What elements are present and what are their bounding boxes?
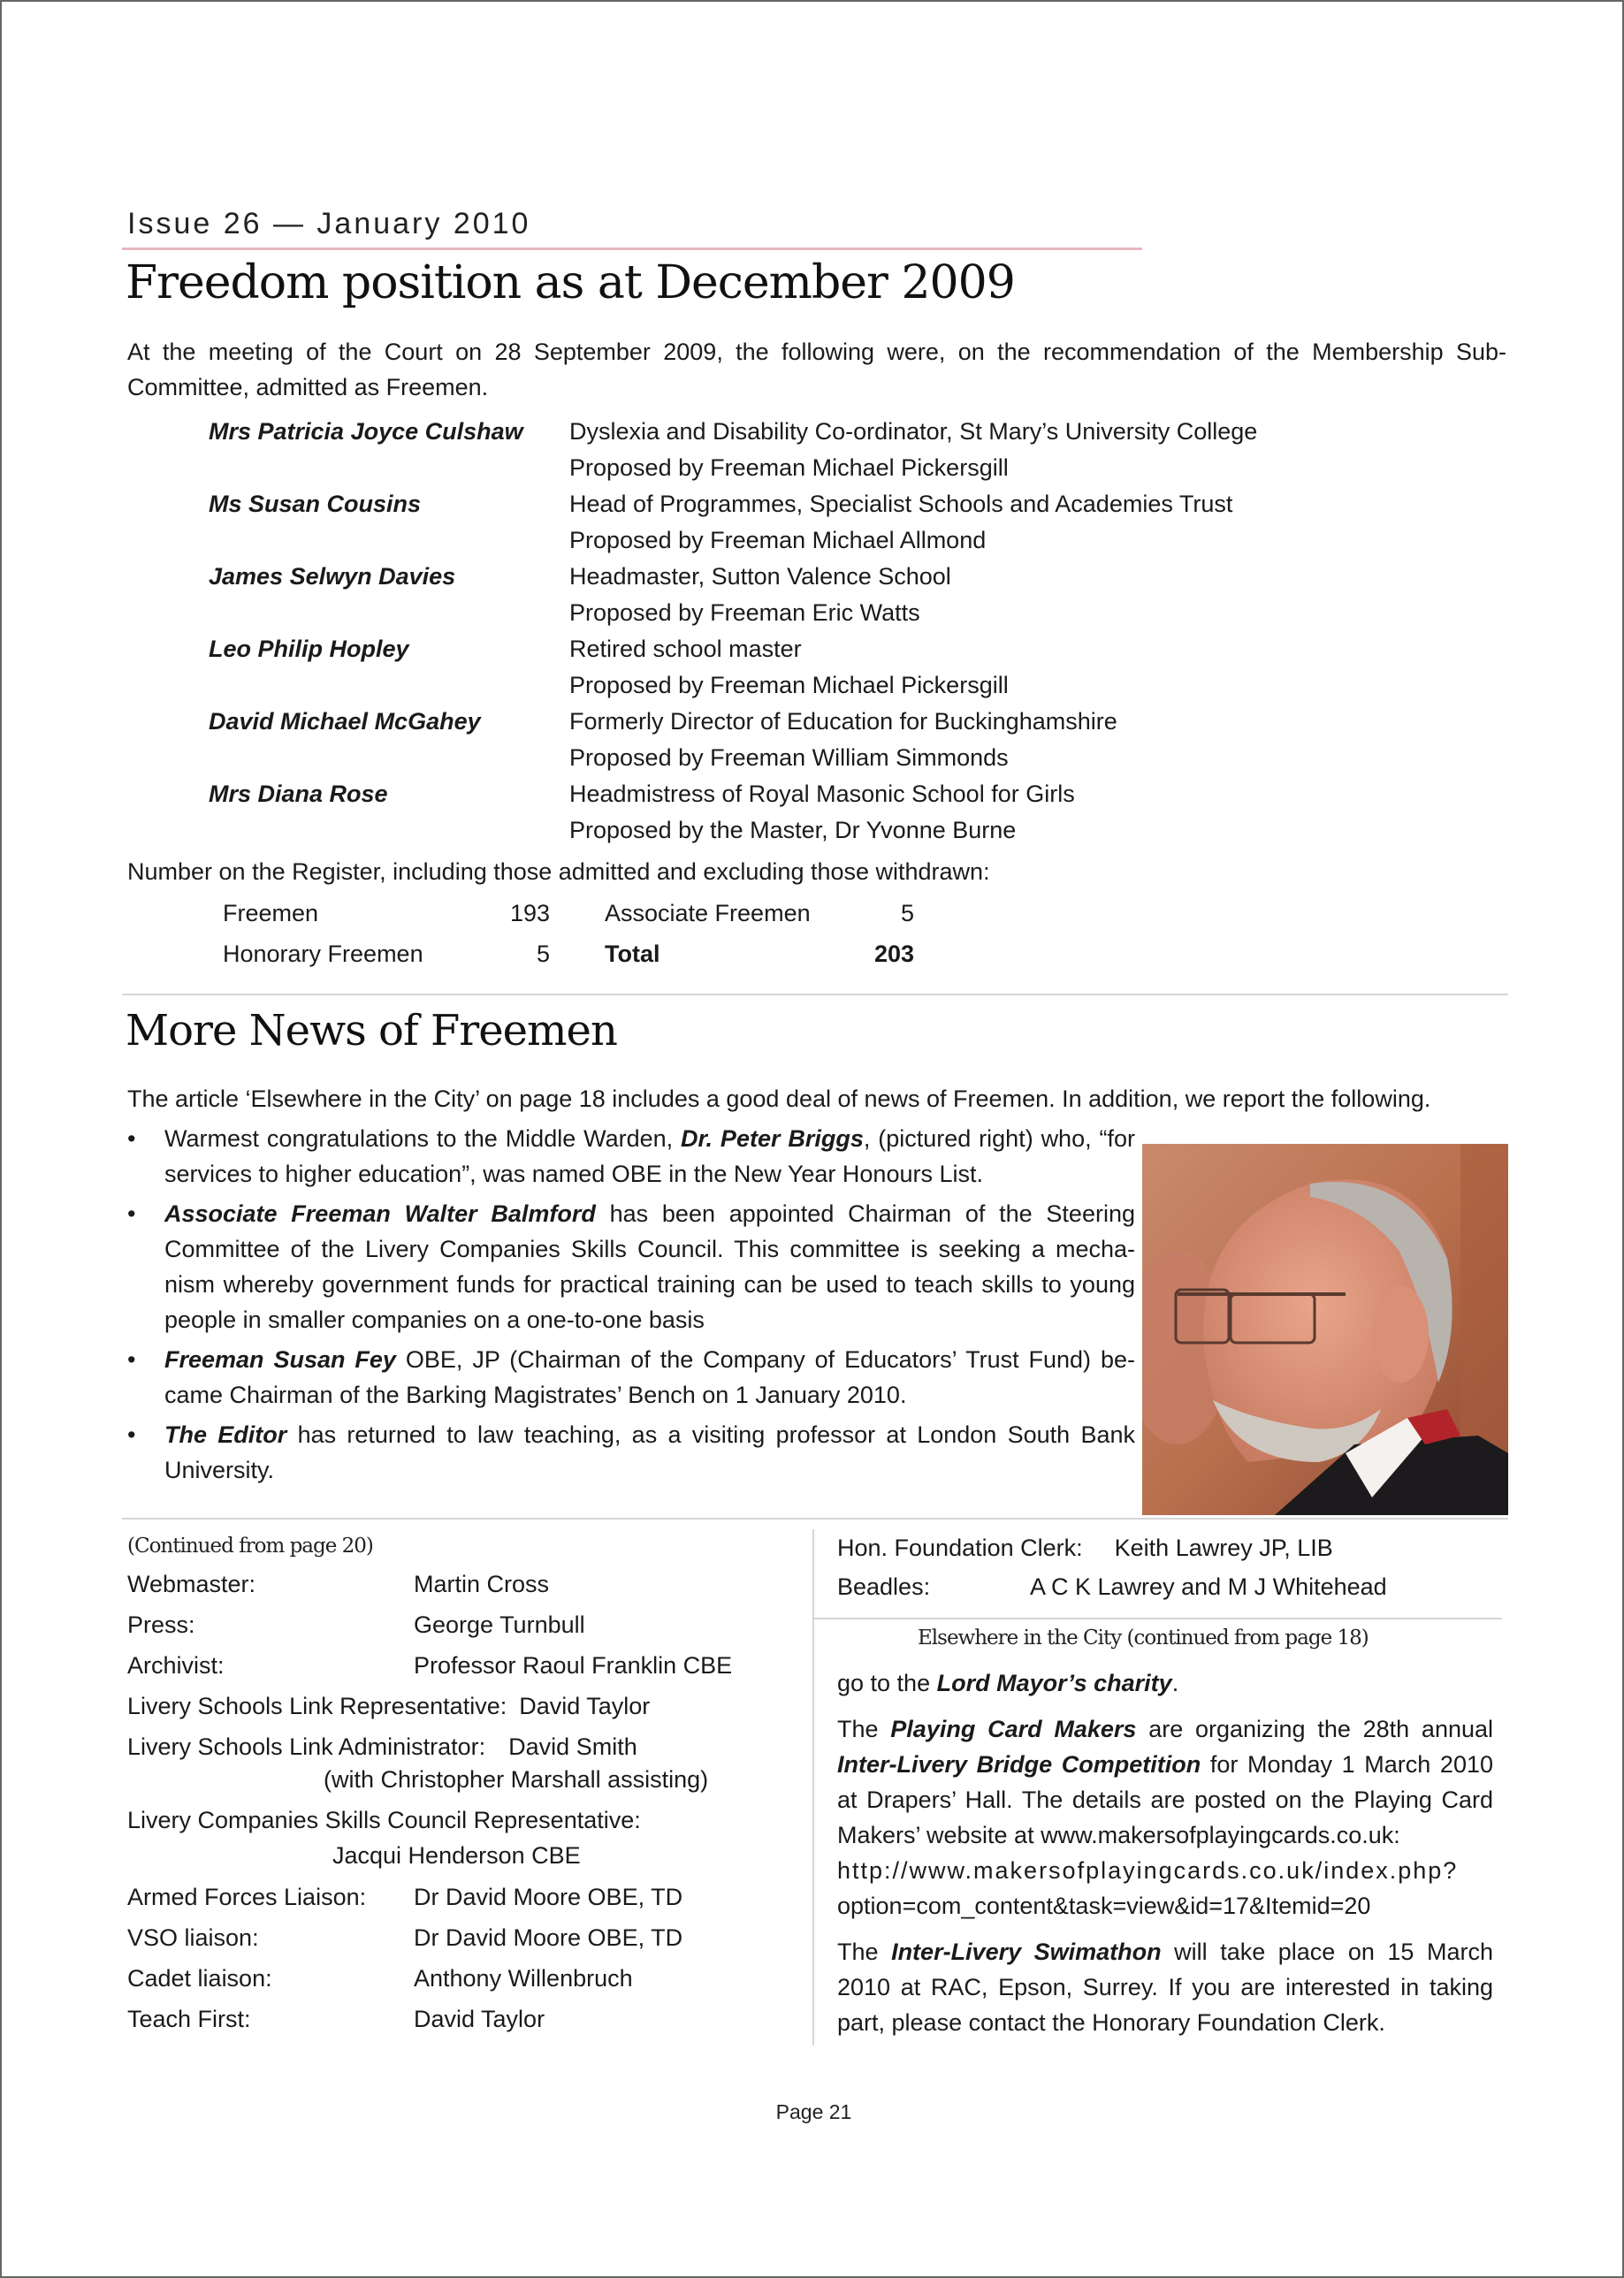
register-total-label: Total <box>605 940 660 967</box>
freeman-name: Ms Susan Cousins <box>209 491 422 517</box>
freeman-name: James Selwyn Davies <box>209 563 456 590</box>
freemen-list <box>209 414 1358 849</box>
freeman-role: Headmaster, Sutton Valence School <box>569 563 951 590</box>
freeman-entry <box>209 486 1358 559</box>
news-bullet: • Warmest congratulations to the Middle Warden, Dr. Peter Briggs, (pictured right) who, “for services to higher education”, was named OBE in the New Year Honours List. <box>127 1121 1135 1192</box>
officer-name: A C K Lawrey and M J Whitehead <box>1030 1573 1387 1600</box>
officer-row <box>127 1917 799 1958</box>
officer-name: Keith Lawrey JP, LIB <box>1114 1535 1333 1561</box>
person-name: Freeman Susan Fey <box>164 1346 396 1373</box>
person-name: The Editor <box>164 1421 287 1448</box>
freedom-intro: At the meeting of the Court on 28 September 2009, the following were, on the recommendation of the Membership Sub-Committee, admitted as Freemen. <box>127 339 1506 400</box>
register-intro: Number on the Register, including those admitted and excluding those withdrawn: <box>127 858 990 885</box>
officer-role: Armed Forces Liaison: <box>127 1884 367 1910</box>
officer-role: Teach First: <box>127 2006 251 2032</box>
freeman-role: Dyslexia and Disability Co-ordinator, St Mary’s University College <box>569 418 1258 445</box>
officer-name: Dr David Moore OBE, TD <box>414 1924 683 1951</box>
freeman-entry <box>209 414 1358 486</box>
register-table <box>223 893 914 974</box>
elsewhere-paragraph: The Inter-Livery Swimathon will take place on 15 March 2010 at RAC, Epson, Surrey. If you are interested in taking part, please contact the Honorary Foundation Clerk. <box>837 1939 1493 2036</box>
officers-column <box>127 1528 799 2039</box>
freeman-proposer: Proposed by Freeman Eric Watts <box>569 599 920 626</box>
freeman-role: Headmistress of Royal Masonic School for Girls <box>569 781 1075 807</box>
news-bullet: • Freeman Susan Fey OBE, JP (Chairman of the Company of Educators’ Trust Fund) be-came Chairman of the Barking Magistrates’ Bench on 1 January 2010. <box>127 1342 1135 1413</box>
portrait-image-icon <box>1142 1144 1508 1515</box>
officer-row <box>127 1686 799 1726</box>
freeman-entry <box>209 559 1358 631</box>
issue-header: Issue 26 — January 2010 <box>127 207 531 240</box>
officer-name: Dr David Moore OBE, TD <box>414 1884 683 1910</box>
elsewhere-paragraph: The Playing Card Makers are organizing the 28th annual Inter-Livery Bridge Competition for Monday 1 March 2010 at Drapers’ Hall. The details are posted on the Playing Card Makers’ website at www.makersofplayingcards.co.uk: http://www.makersofplayingcards.co.uk/index.php? option=com_content&task=view&id=17&Itemid=20 <box>837 1716 1494 1919</box>
page-number: Page 21 <box>775 2100 852 2123</box>
officers-right-column <box>837 1528 1493 1606</box>
officer-role: Webmaster: <box>127 1571 256 1597</box>
officer-role: Archivist: <box>127 1652 225 1679</box>
officer-name: Jacqui Henderson CBE <box>332 1842 581 1869</box>
freedom-title: Freedom position as at December 2009 <box>126 256 1015 309</box>
freeman-name: Mrs Patricia Joyce Culshaw <box>209 418 523 445</box>
officer-row <box>127 1645 799 1686</box>
officer-row <box>837 1528 1493 1567</box>
register-label: Honorary Freemen <box>223 940 423 967</box>
section-divider <box>814 1618 1502 1619</box>
person-name: Dr. Peter Briggs <box>681 1125 864 1152</box>
section-divider <box>122 994 1508 995</box>
officer-role: Livery Schools Link Representative: <box>127 1693 507 1719</box>
news-intro: The article ‘Elsewhere in the City’ on page 18 includes a good deal of news of Freemen. In addition, we report the following. <box>127 1086 1431 1112</box>
officer-name: Martin Cross <box>414 1571 550 1597</box>
elsewhere-paragraph: go to the Lord Mayor’s charity. <box>837 1670 1179 1696</box>
officer-role: Beadles: <box>837 1573 931 1600</box>
freeman-role: Head of Programmes, Specialist Schools and Academies Trust <box>569 491 1233 517</box>
website-link[interactable]: http://www.makersofplayingcards.co.uk/index.php? <box>837 1857 1459 1884</box>
news-bullets <box>127 1121 1135 1492</box>
officer-role: Livery Schools Link Administrator: <box>127 1733 486 1760</box>
register-value: 5 <box>900 899 914 926</box>
register-label: Freemen <box>223 899 319 926</box>
officer-name: Professor Raoul Franklin CBE <box>414 1652 733 1679</box>
freeman-proposer: Proposed by the Master, Dr Yvonne Burne <box>569 817 1017 843</box>
officer-row <box>127 1877 799 1917</box>
register-total-value: 203 <box>873 940 914 967</box>
officer-role: Cadet liaison: <box>127 1965 272 1992</box>
officer-row <box>837 1567 1493 1606</box>
freeman-entry <box>209 631 1358 704</box>
freeman-name: David Michael McGahey <box>209 708 481 735</box>
section-divider <box>122 1518 1508 1520</box>
register-row <box>223 893 914 933</box>
freeman-role: Retired school master <box>569 636 802 662</box>
officer-role: Livery Companies Skills Council Representative: <box>127 1807 641 1833</box>
officer-name: Anthony Willenbruch <box>414 1965 633 1992</box>
freeman-entry <box>209 704 1358 776</box>
officer-role: VSO liaison: <box>127 1924 259 1951</box>
freeman-name: Mrs Diana Rose <box>209 781 388 807</box>
freeman-proposer: Proposed by Freeman William Simmonds <box>569 744 1009 771</box>
officer-name: David Smith <box>508 1733 637 1760</box>
officer-row <box>127 1958 799 1999</box>
news-bullet: • The Editor has returned to law teaching, as a visiting professor at London South Bank University. <box>127 1417 1135 1488</box>
officer-row <box>127 1564 799 1604</box>
news-title: More News of Freemen <box>126 1006 617 1055</box>
freeman-entry <box>209 776 1358 849</box>
bullet-icon: • <box>127 1125 136 1152</box>
officer-name: George Turnbull <box>414 1611 585 1638</box>
freeman-proposer: Proposed by Freeman Michael Pickersgill <box>569 454 1009 481</box>
register-label: Associate Freemen <box>605 899 811 926</box>
person-name: Associate Freeman Walter Balmford <box>164 1200 596 1227</box>
officer-name: David Taylor <box>414 2006 545 2032</box>
column-divider <box>812 1529 814 2046</box>
officer-name: David Taylor <box>519 1693 651 1719</box>
bullet-icon: • <box>127 1200 136 1227</box>
officer-row <box>127 1999 799 2039</box>
portrait-photo <box>1142 1144 1508 1515</box>
continued-label: (Continued from page 20) <box>127 1535 373 1558</box>
officer-role: Hon. Foundation Clerk: <box>837 1535 1083 1561</box>
register-value: 193 <box>509 899 550 926</box>
register-row <box>223 933 914 974</box>
freeman-proposer: Proposed by Freeman Michael Allmond <box>569 527 987 553</box>
officer-row <box>127 1604 799 1645</box>
elsewhere-body <box>837 1665 1493 2051</box>
freeman-proposer: Proposed by Freeman Michael Pickersgill <box>569 672 1009 698</box>
freeman-name: Leo Philip Hopley <box>209 636 409 662</box>
bullet-icon: • <box>127 1346 136 1373</box>
news-bullet: • Associate Freeman Walter Balmford has been appointed Chairman of the Steering Committee of the Livery Companies Skills Council. This committee is seeking a mecha-nism whereby government funds for practical training can be used to teach skills to young people in smaller companies on a one-to-one basis <box>127 1196 1135 1337</box>
officer-note: (with Christopher Marshall assisting) <box>324 1766 709 1793</box>
website-link-continued[interactable]: option=com_content&task=view&id=17&Itemid=20 <box>837 1893 1371 1919</box>
elsewhere-label: Elsewhere in the City (continued from page 18) <box>918 1627 1369 1649</box>
officer-role: Press: <box>127 1611 195 1638</box>
bullet-icon: • <box>127 1421 136 1448</box>
freeman-role: Formerly Director of Education for Buckinghamshire <box>569 708 1117 735</box>
register-value: 5 <box>536 940 550 967</box>
header-rule <box>122 248 1142 250</box>
